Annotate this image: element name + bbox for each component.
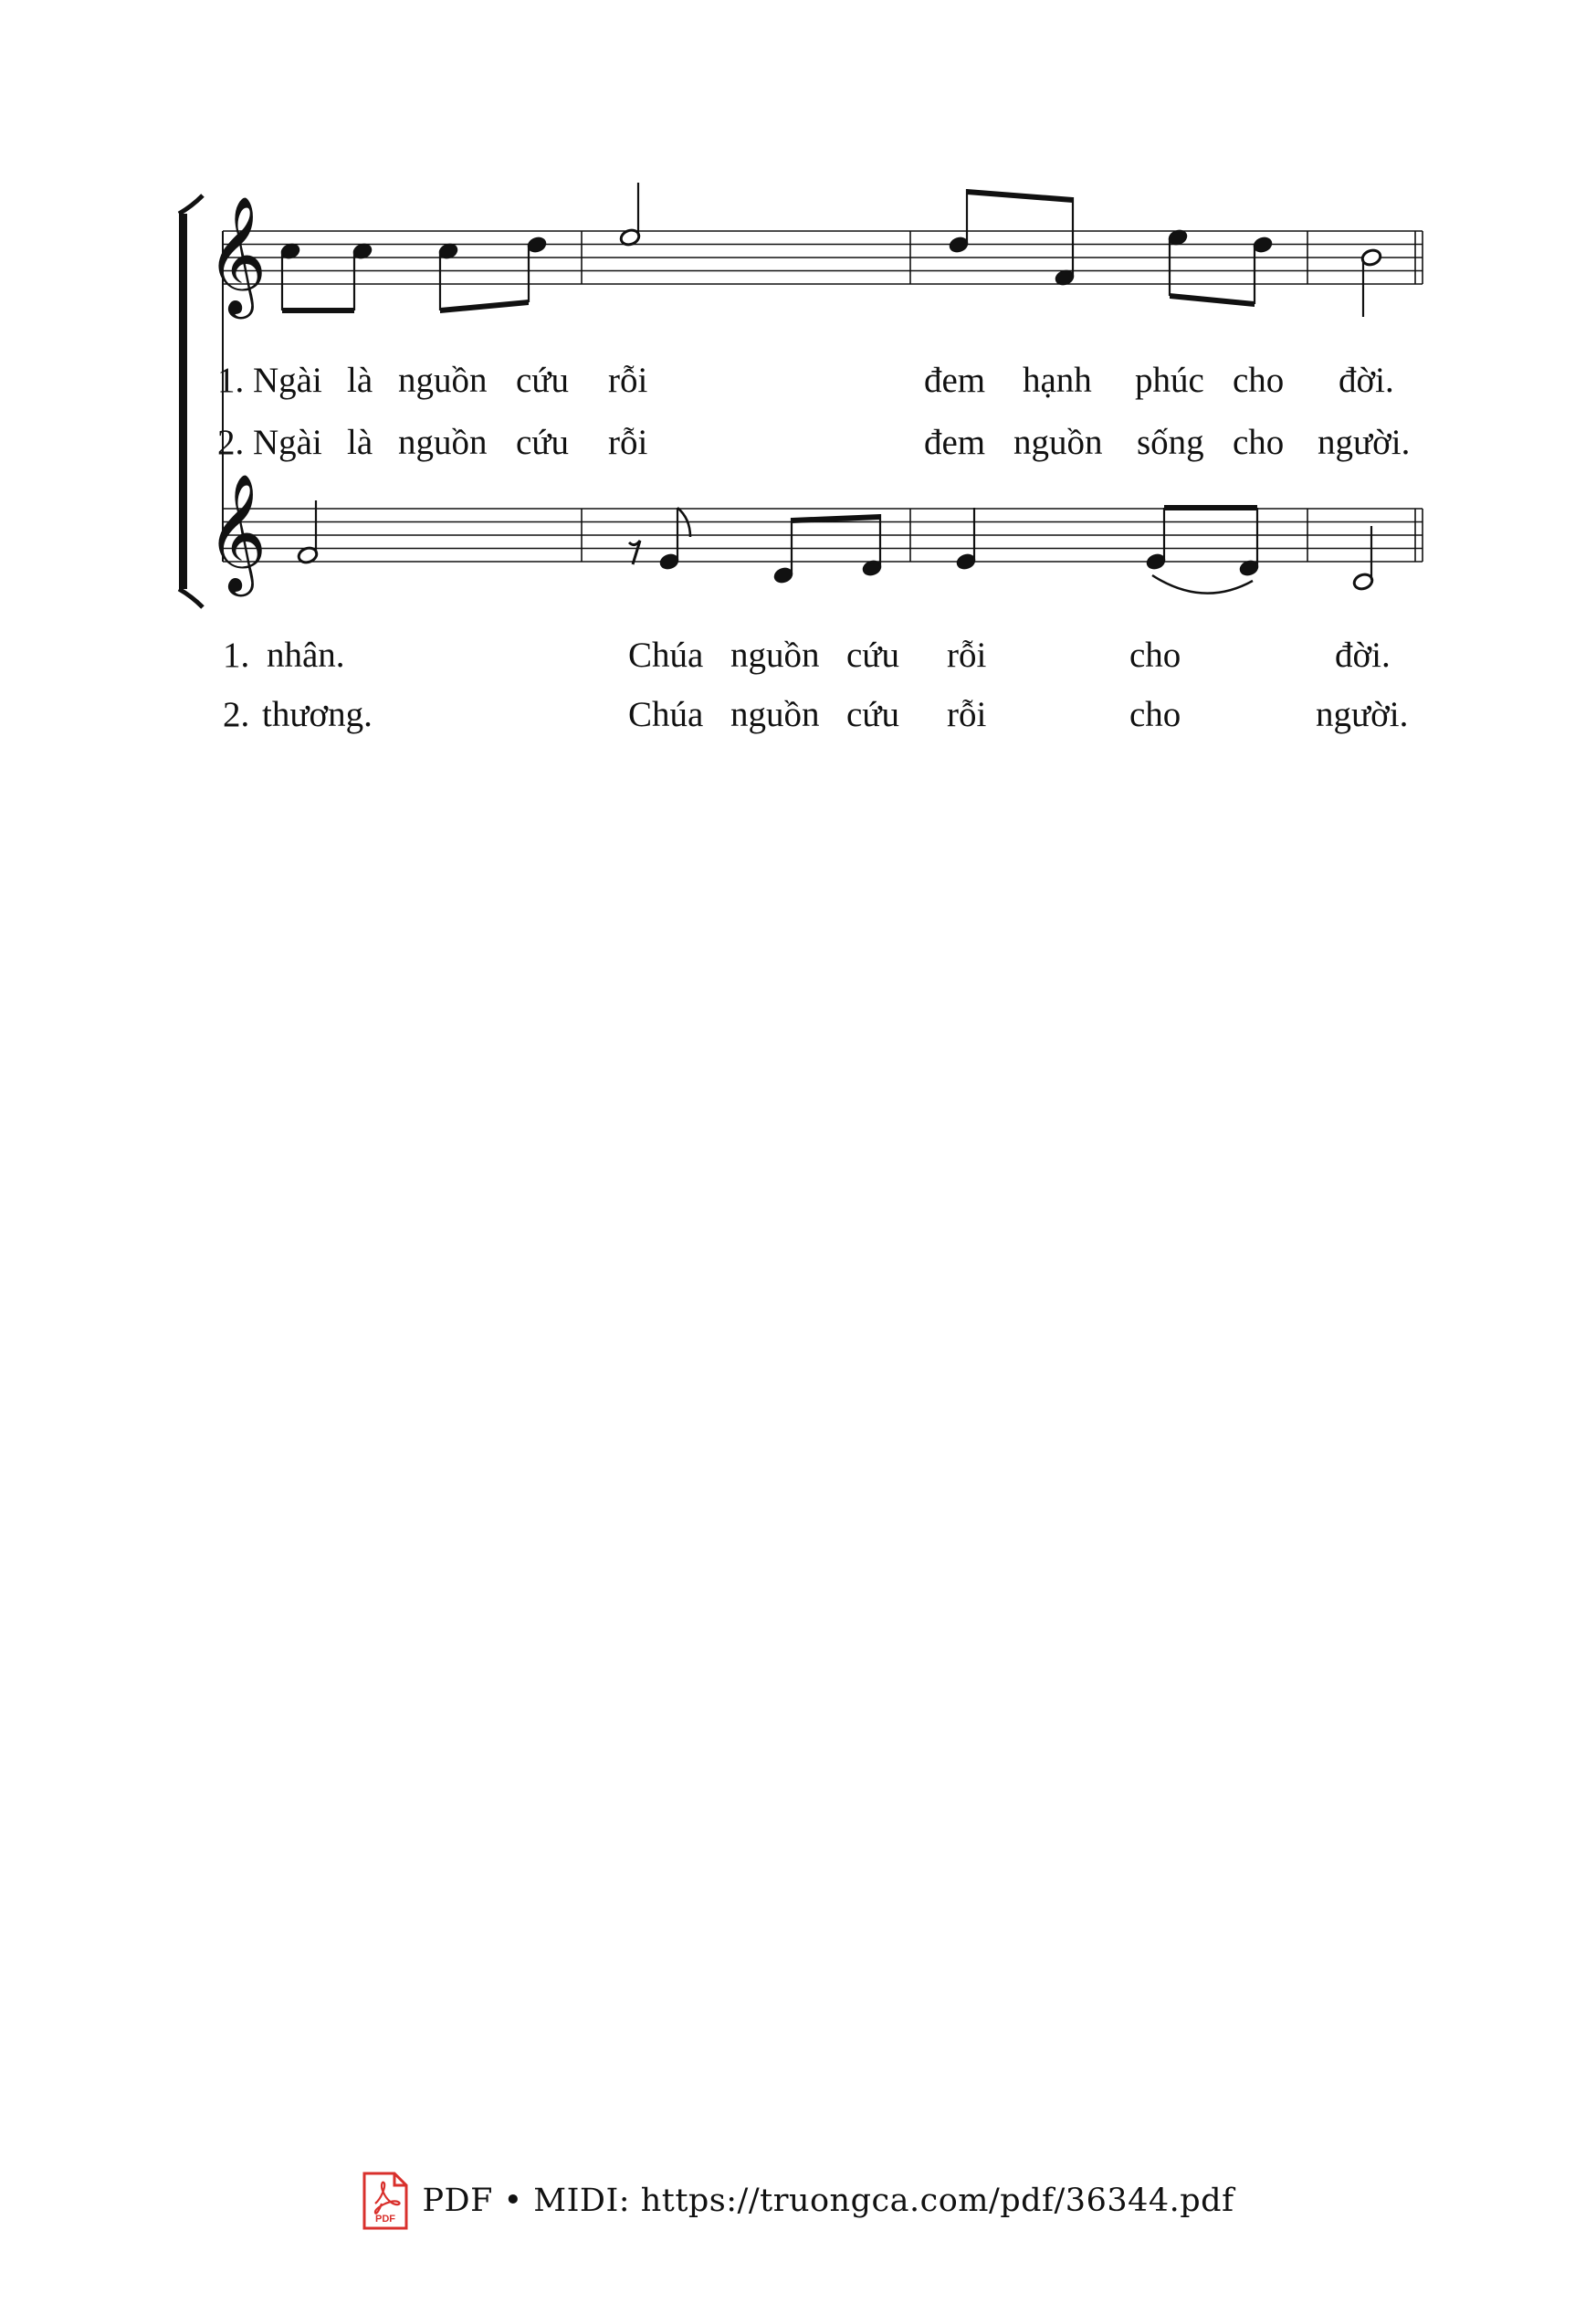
pdf-file-icon[interactable] [362,2171,409,2231]
note-beam [440,300,529,313]
lyric-word: là [347,423,373,462]
system-bracket [179,589,203,607]
lyric-word: cho [1233,423,1285,462]
lyric-word: 2. [223,695,250,734]
system-bracket [179,214,187,589]
lyric-word: 2. Ngài [217,423,322,462]
lyric-word: rỗi [608,361,648,400]
lyric-word: nguồn [730,695,820,734]
lyric-word: đời. [1339,361,1394,400]
lyric-word: cứu [846,695,899,734]
lyric-word: phúc [1135,361,1204,400]
lyric-word: cứu [516,423,569,462]
lyric-word: nguồn [730,636,820,675]
lyric-word: rỗi [608,423,648,462]
lyric-word: người. [1316,695,1409,734]
lyric-word: 1. Ngài [217,361,322,400]
lyric-word: Chúa [628,636,704,675]
footer-link[interactable]: PDF • MIDI: https://truongca.com/pdf/36344.pdf [422,2183,1234,2219]
treble-clef-icon: 𝄞 [206,473,268,592]
lyric-word: đem [924,423,986,462]
lyric-word: cứu [846,636,899,675]
lyric-word: hạnh [1023,361,1092,400]
lyric-word: đem [924,361,986,400]
note-beam [967,189,1073,203]
lyric-word: nguồn [398,423,488,462]
lyric-word: rỗi [947,695,987,734]
footer [0,2173,1596,2228]
eighth-rest-icon [629,541,640,564]
lyric-word: Chúa [628,695,704,734]
lyric-word: rỗi [947,636,987,675]
lyric-word: là [347,361,373,400]
note-beam [1170,293,1255,307]
lyric-word: cho [1233,361,1285,400]
lyric-word: cho [1129,695,1181,734]
lyric-word: sống [1137,423,1204,462]
slur [1152,575,1253,594]
note-beam [282,308,354,313]
pdf-icon-label: PDF [375,2214,396,2225]
system-bracket [179,195,203,214]
lyric-word: đời. [1335,636,1391,675]
lyric-word: nguồn [398,361,488,400]
lyric-word: cứu [516,361,569,400]
note-beam [1164,505,1257,510]
lyric-word: nguồn [1013,423,1103,462]
lyric-word: người. [1318,423,1411,462]
lyric-word: thương. [262,695,373,734]
treble-clef-icon: 𝄞 [206,195,268,314]
lyric-word: 1. [223,636,250,675]
lyric-word: nhân. [267,636,345,675]
lyric-word: cho [1129,636,1181,675]
